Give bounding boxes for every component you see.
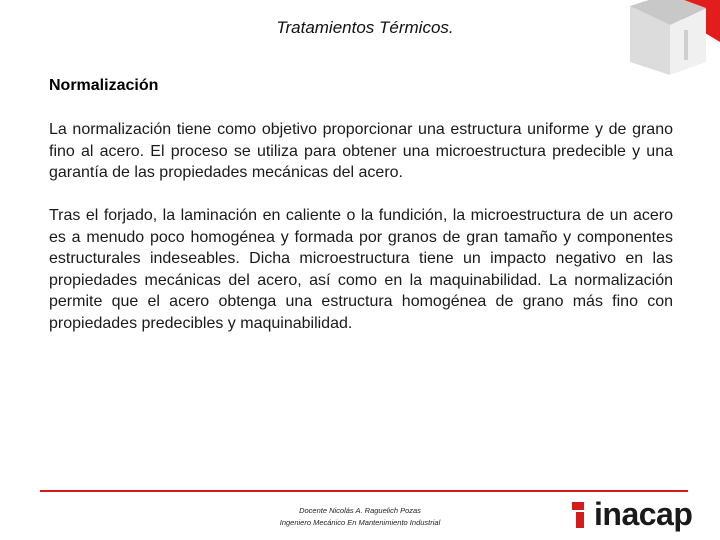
paragraph-microstructure: Tras el forjado, la laminación en caliente o la fundición, la microestructura de un acero es a menudo poco homogénea y formada por granos de gran tamaño y componentes estructurales indeseables. Dicha microestructura tiene un impacto negativo en las propiedades mecánicas del acero, así como en la maquinabilidad. La normalización permite que el acero obtenga una estructura homogénea de grano más fino con propiedades predecibles y maquinabilidad. <box>49 207 673 332</box>
footer-role: Ingeniero Mecánico En Mantenimiento Industrial <box>279 518 441 527</box>
footer-credits <box>200 505 520 529</box>
section-heading: Normalización <box>49 77 159 94</box>
inacap-logo-icon <box>572 502 592 528</box>
inacap-building-logo-icon <box>610 0 720 110</box>
inacap-logo <box>572 498 694 534</box>
paragraph-objective: La normalización tiene como objetivo proporcionar una estructura uniforme y de grano fino al acero. El proceso se utiliza para obtener una microestructura predecible y una garantía de las propiedades mecánicas del acero. <box>49 121 673 181</box>
footer-divider <box>40 490 688 492</box>
slide-title: Tratamientos Térmicos. <box>276 18 454 37</box>
footer-author: Docente Nicolás A. Raguelich Pozas <box>299 506 421 515</box>
brand-name: inacap <box>594 496 693 532</box>
